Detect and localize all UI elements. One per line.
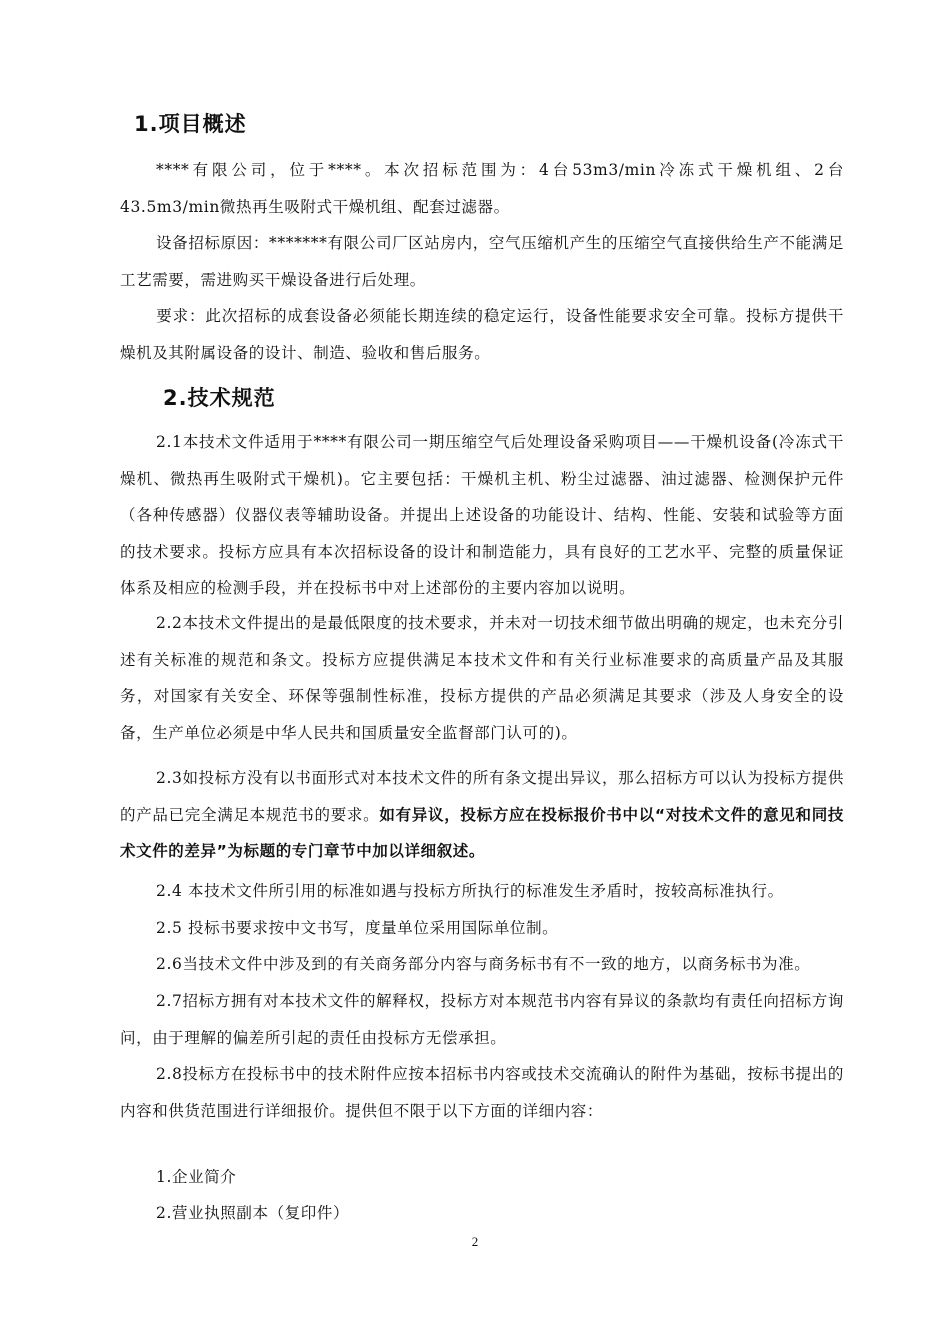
clause-2-8: [120, 1056, 844, 1129]
clause-2-7: [120, 983, 844, 1056]
clause-text: 2.7招标方拥有对本技术文件的解释权，投标方对本规范书内容有异议的条款均有责任向招标方询问，由于理解的偏差所引起的责任由投标方无偿承担。: [120, 992, 844, 1047]
clause-text: 2.4 本技术文件所引用的标准如遇与投标方所执行的标准发生矛盾时，按较高标准执行。: [156, 882, 784, 900]
paragraph-text: 要求：此次招标的成套设备必须能长期连续的稳定运行，设备性能要求安全可靠。投标方提供干燥机及其附属设备的设计、制造、验收和售后服务。: [120, 307, 844, 362]
clause-2-2: [120, 605, 844, 751]
paragraph-text: 设备招标原因：*******有限公司厂区站房内，空气压缩机产生的压缩空气直接供给生产不能满足工艺需要，需进购买干燥设备进行后处理。: [120, 234, 844, 289]
section-heading-tech-spec: 2.技术规范: [163, 386, 276, 410]
clause-2-3: [120, 760, 844, 870]
list-item-company-profile: 1.企业简介: [156, 1168, 237, 1186]
list-item-business-license: 2.营业执照副本（复印件）: [156, 1204, 350, 1222]
clause-2-6: [120, 946, 844, 983]
clause-2-5: [120, 910, 844, 947]
paragraph-bid-reason: [120, 225, 844, 298]
clause-text: 2.1本技术文件适用于****有限公司一期压缩空气后处理设备采购项目——干燥机设备(冷冻式干燥机、微热再生吸附式干燥机)。它主要包括：干燥机主机、粉尘过滤器、油过滤器、检测保护元件（各种传感器）仪器仪表等辅助设备。并提出上述设备的功能设计、结构、性能、安装和试验等方面的技术要求。投标方应具有本次招标设备的设计和制造能力，具有良好的工艺水平、完整的质量保证体系及相应的检测手段，并在投标书中对上述部份的主要内容加以说明。: [120, 433, 844, 597]
page-number: 2: [471, 1234, 479, 1249]
clause-2-1: [120, 424, 844, 607]
clause-bold-text: 如有异议，投标方应在投标报价书中以“对技术文件的意见和同技术文件的差异”为标题的专门章节中加以详细叙述。: [120, 805, 845, 860]
clause-text: 2.5 投标书要求按中文书写，度量单位采用国际单位制。: [156, 919, 559, 937]
clause-text: 2.8投标方在投标书中的技术附件应按本招标书内容或技术交流确认的附件为基础，按标书提出的内容和供货范围进行详细报价。提供但不限于以下方面的详细内容：: [120, 1065, 844, 1120]
clause-text: 2.2本技术文件提出的是最低限度的技术要求，并未对一切技术细节做出明确的规定，也未充分引述有关标准的规范和条文。投标方应提供满足本技术文件和有关行业标准要求的高质量产品及其服务，对国家有关安全、环保等强制性标准，投标方提供的产品必须满足其要求（涉及人身安全的设备，生产单位必须是中华人民共和国质量安全监督部门认可的)。: [120, 614, 844, 742]
paragraph-text: ****有限公司，位于****。本次招标范围为：4台53m3/min冷冻式干燥机组、2台43.5m3/min微热再生吸附式干燥机组、配套过滤器。: [120, 161, 844, 216]
paragraph-company-scope: [120, 152, 844, 225]
clause-2-4: [120, 873, 844, 910]
paragraph-requirements: [120, 298, 844, 371]
clause-text: 2.3如投标方没有以书面形式对本技术文件的所有条文提出异议，那么招标方可以认为投标方提供的产品已完全满足本规范书的要求。: [120, 769, 844, 824]
section-heading-overview: 1.项目概述: [134, 112, 247, 136]
clause-text: 2.6当技术文件中涉及到的有关商务部分内容与商务标书有不一致的地方，以商务标书为准。: [156, 955, 811, 973]
